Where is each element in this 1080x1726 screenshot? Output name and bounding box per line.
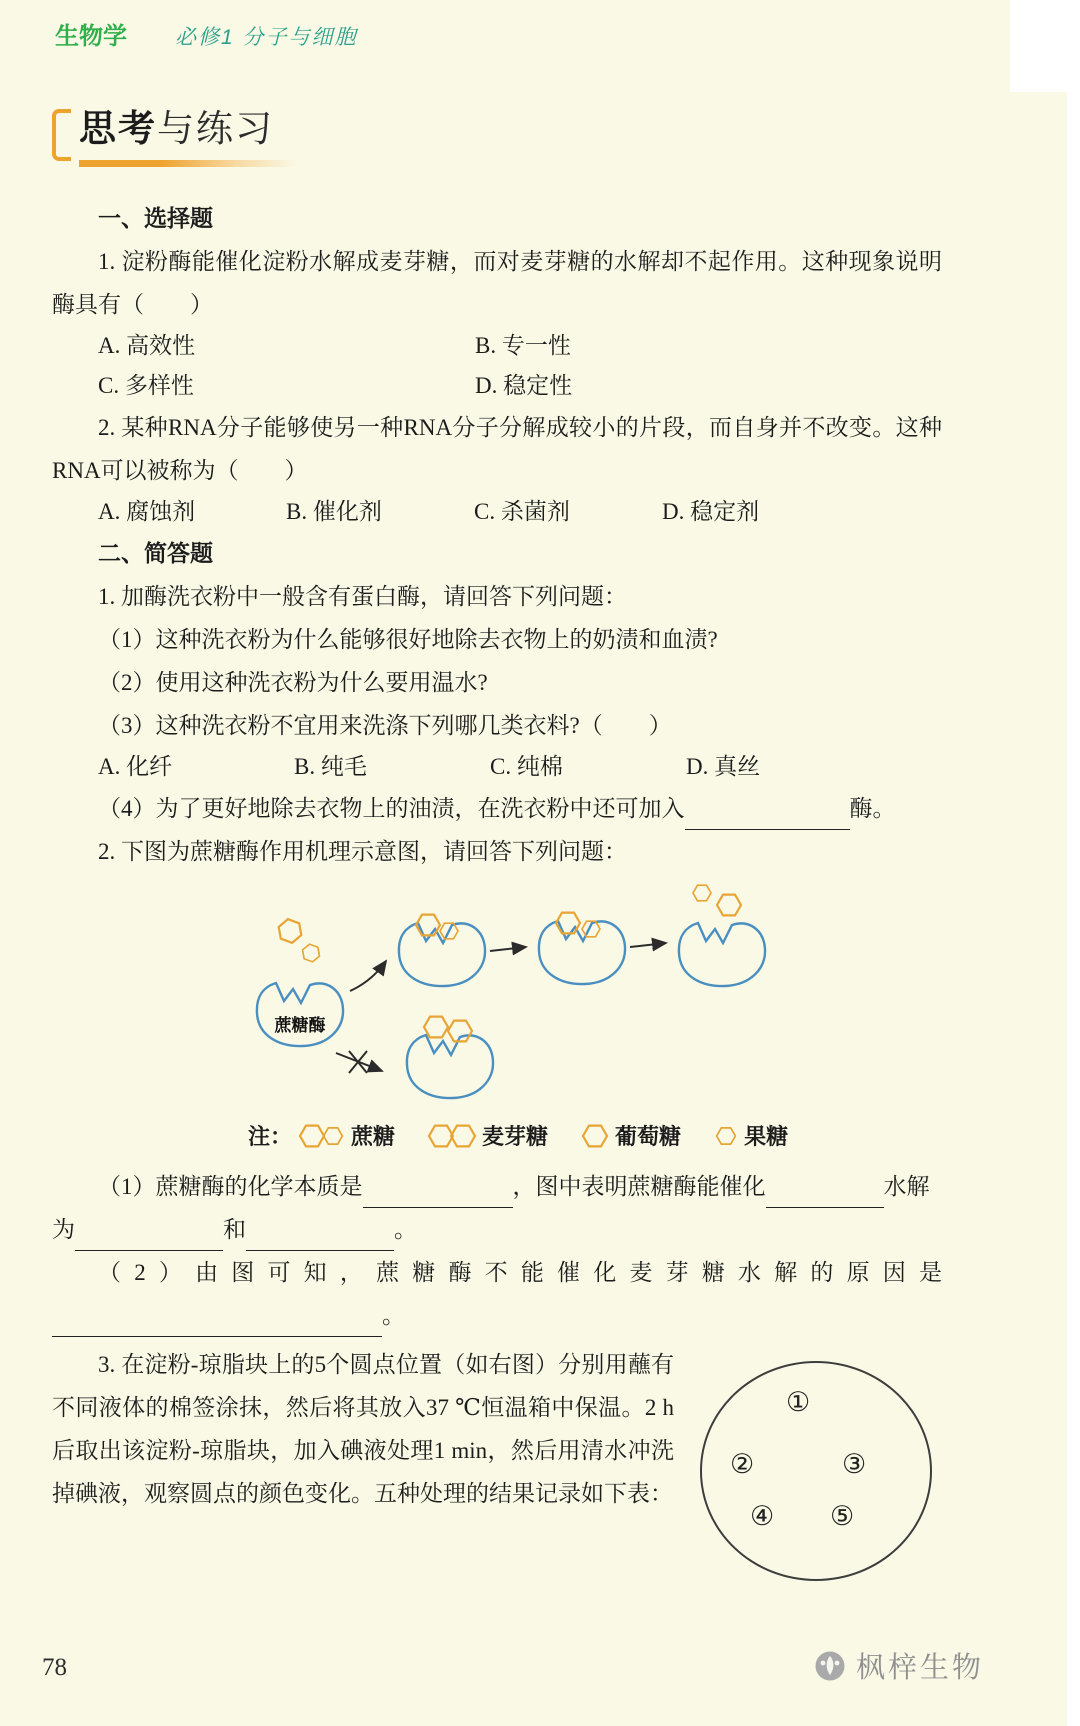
page-content [0,197,1080,1531]
watermark [812,1645,984,1686]
answer-blank [52,1313,382,1337]
legend-prefix: 注： [248,1124,293,1149]
enzyme-substrate-complex [399,923,485,986]
option-c: C. 杀菌剂 [474,499,570,524]
option-d: D. 真丝 [686,754,761,779]
sa-q1-sub1: （1）这种洗衣粉为什么能够很好地除去衣物上的奶渍和血渍? [98,627,718,652]
arrow-react [490,947,526,951]
sa-q1-sub4-post: 酶。 [849,796,896,821]
section-title [79,107,297,152]
maltose-icon [427,1122,477,1150]
choice-q1-options-row1 [52,326,942,366]
arrow-release [630,943,666,947]
spot-5: ⑤ [830,1501,855,1531]
answer-blank [766,1184,884,1208]
enzyme-products-released [679,923,765,986]
spot-3: ③ [842,1449,867,1479]
watermark-text: 枫梓生物 [855,1652,984,1684]
title-underline [79,160,297,167]
bracket-icon [52,109,71,161]
answer-blank [246,1227,394,1251]
scan-corner [1010,0,1080,92]
sugar-molecules [416,885,741,1041]
sa-q1-sub3-options-row [52,747,942,787]
choice-q2-options-row [52,492,942,532]
enzyme-blobs [257,921,765,1098]
subject-label: 生物学 [55,23,127,50]
legend-item-maltose: 麦芽糖 [427,1120,548,1151]
enzyme-maltose-no-fit [407,1035,493,1098]
option-d: D. 稳定性 [475,373,573,398]
sucrose-icon [298,1122,346,1150]
answer-blank [75,1227,223,1251]
legend-item-fructose: 果糖 [713,1120,788,1151]
short-answer-heading: 二、简答题 [98,540,213,566]
option-c: C. 多样性 [98,373,194,398]
diagram-legend [248,1120,942,1151]
option-c: C. 纯棉 [490,754,563,779]
spot-4: ④ [750,1501,775,1531]
spot-2: ② [730,1449,755,1479]
enzyme-free [257,983,343,1046]
free-sucrose-molecule [275,917,322,963]
section-title-rest: 与练习 [157,109,274,150]
module-label: 必修1 分子与细胞 [175,26,358,49]
answer-blank [363,1184,513,1208]
agar-block-figure [690,1355,942,1587]
option-d: D. 稳定剂 [662,499,760,524]
option-b: B. 专一性 [475,333,571,358]
option-a: A. 高效性 [98,333,196,358]
sa-q2-sub1-line2: 为 和 。 [52,1208,942,1251]
page-number: 78 [42,1654,67,1681]
choice-q1-text: 1. 淀粉酶能催化淀粉水解成麦芽糖，而对麦芽糖的水解却不起作用。这种现象说明酶具有（ ） [52,249,942,317]
cross-icon [349,1051,367,1073]
option-a: A. 化纤 [98,754,173,779]
option-a: A. 腐蚀剂 [98,499,196,524]
scan-edge [1067,0,1080,1726]
glucose-icon [580,1122,610,1150]
section-title-bold: 思考 [79,108,157,149]
sa-q1-sub3: （3）这种洗衣粉不宜用来洗涤下列哪几类衣料?（ ） [98,713,672,738]
legend-item-glucose: 葡萄糖 [580,1120,681,1151]
choice-q1-options-row2 [52,366,942,406]
sa-q1-sub4-pre: （4）为了更好地除去衣物上的油渍，在洗衣粉中还可加入 [98,796,685,821]
choice-q2-text: 2. 某种RNA分子能够使另一种RNA分子分解成较小的片段，而自身并不改变。这种RNA可以被称为（ ） [52,415,942,483]
option-b: B. 催化剂 [286,499,382,524]
sa-q1-sub4 [52,787,942,830]
enzyme-mechanism-figure [230,879,942,1151]
legend-item-sucrose: 蔗糖 [298,1120,395,1151]
sa-q2-sub1-line1: （1）蔗糖酶的化学本质是 ，图中表明蔗糖酶能催化 水解 [52,1165,942,1208]
sa-q3-block [52,1343,942,1531]
sa-q1-intro: 1. 加酶洗衣粉中一般含有蛋白酶，请回答下列问题： [98,584,627,609]
page-header [0,0,1080,51]
option-b: B. 纯毛 [294,754,367,779]
enzyme-label: 蔗糖酶 [274,1016,326,1035]
enzyme-mechanism-diagram [230,879,810,1107]
sa-q2-intro: 2. 下图为蔗糖酶作用机理示意图，请回答下列问题： [98,839,627,864]
section-title-block [52,107,1080,167]
watermark-logo-icon [812,1648,848,1684]
reaction-arrows [336,943,666,1073]
sa-q1-sub2: （2）使用这种洗衣粉为什么要用温水? [98,670,488,695]
fructose-icon [713,1122,739,1150]
arrow-bind [350,961,386,991]
sa-q3-text: 3. 在淀粉-琼脂块上的5个圆点位置（如右图）分别用蘸有不同液体的棉签涂抹，然后将其放入37 ℃恒温箱中保温。2 h后取出该淀粉-琼脂块，加入碘液处理1 min，然后用清水冲洗掉碘液，观察圆点的颜色变化。五种处理的结果记录如下表： [52,1352,674,1506]
choice-section-heading: 一、选择题 [98,205,213,231]
answer-blank [685,806,850,830]
spot-1: ① [786,1387,811,1417]
sa-q2-sub2: （2）由图可知，蔗糖酶不能催化麦芽糖水解的原因是。 [52,1251,942,1337]
